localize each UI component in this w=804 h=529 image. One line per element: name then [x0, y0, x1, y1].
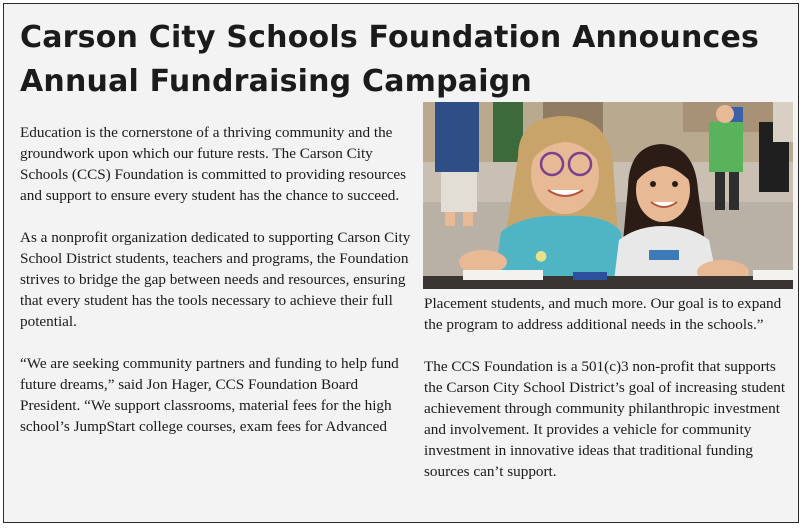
paragraph-about-foundation: The CCS Foundation is a 501(c)3 non-profit that supports the Carson City School District’s goal of increasing student achievement through community philanthropic investment and involvement. It provides a vehicle for community investment in innovative ideas that traditional funding sources can’t support.	[424, 358, 786, 480]
left-column	[20, 122, 412, 458]
headline-line-1: Carson City Schools Foundation Announces	[20, 20, 760, 55]
right-column	[424, 293, 796, 503]
paragraph-education: Education is the cornerstone of a thriving community and the groundwork upon which our future rests. The Carson City Schools (CCS) Foundation is committed to providing resources and support to ensure every student has the chance to succeed.	[20, 124, 406, 204]
svg-text:●: ●	[535, 248, 548, 264]
paragraph-quote-end: Placement students, and much more. Our goal is to expand the program to address additional needs in the schools.”	[424, 295, 782, 333]
headline-line-2: Annual Fundraising Campaign	[20, 64, 532, 99]
paragraph-quote-start: “We are seeking community partners and funding to help fund future dreams,” said Jon Hager, CCS Foundation Board President. “We support classrooms, material fees for the high school’s JumpStart college courses, exam fees for Advanced	[20, 355, 399, 435]
article-frame	[3, 3, 799, 523]
paragraph-nonprofit: As a nonprofit organization dedicated to supporting Carson City School District students, teachers and programs, the Foundation strives to bridge the gap between needs and resources, ensuring that every student has the tools necessary to achieve their full potential.	[20, 229, 411, 330]
two-smiling-girls-at-table-photo-icon	[423, 102, 793, 289]
article-photo	[423, 102, 793, 289]
article-headline	[20, 16, 790, 104]
